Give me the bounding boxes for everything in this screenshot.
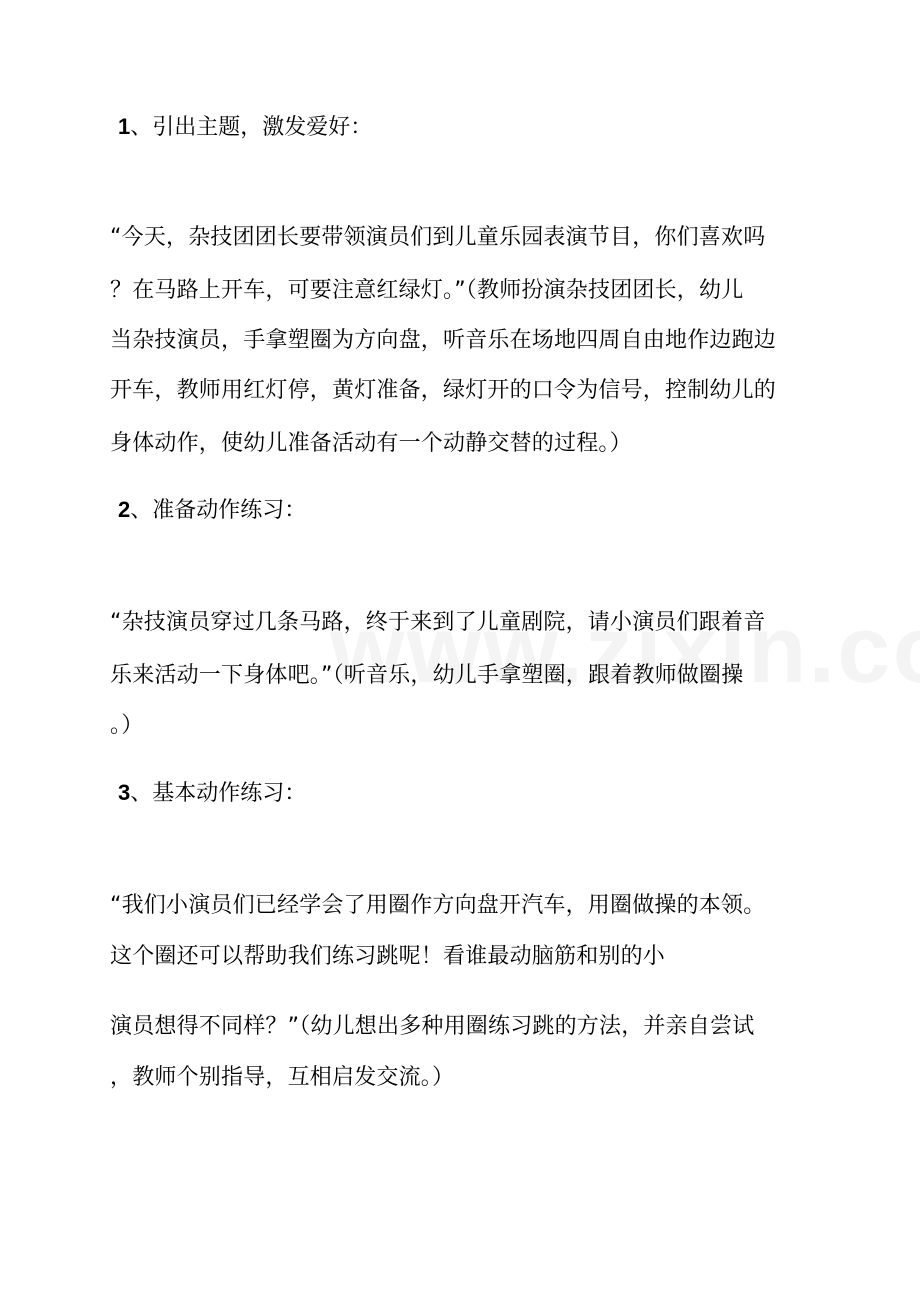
section-1-line-1: “今天，杂技团团长要带领演员们到儿童乐园表演节目，你们喜欢吗 (110, 225, 766, 250)
section-2-title: 、准备动作练习： (130, 498, 307, 523)
section-2-line-3: 。） (110, 713, 144, 738)
section-3-line-2: 这个圈还可以帮助我们练习跳呢！看谁最动脑筋和别的小 (110, 944, 666, 969)
section-1-line-4: 开车，教师用红灯停，黄灯准备，绿灯开的口令为信号，控制幼儿的 (110, 378, 777, 403)
section-1-line-3: 当杂技演员，手拿塑圈为方向盘，听音乐在场地四周自由地作边跑边 (110, 328, 777, 353)
section-1-number: 1 (118, 114, 131, 139)
section-3-number: 3 (118, 780, 131, 805)
section-1-title: 、引出主题，激发爱好： (130, 115, 373, 140)
section-2-line-1: “杂技演员穿过几条马路，终于来到了儿童剧院，请小演员们跟着音 (110, 610, 766, 635)
section-2-number: 2 (118, 497, 131, 522)
section-3-line-4: ，教师个别指导，互相启发交流。） (110, 1065, 455, 1090)
section-1-line-5: 身体动作，使幼儿准备活动有一个动静交替的过程。） (110, 431, 632, 456)
section-1-line-2: ？在马路上开车，可要注意红绿灯。”（教师扮演杂技团团长，幼儿 (110, 278, 744, 303)
section-3-line-3: 演员想得不同样？”（幼儿想出多种用圈练习跳的方法，并亲自尝试 (110, 1014, 755, 1039)
section-1-heading (118, 112, 372, 143)
section-3-heading (118, 778, 306, 809)
section-3-line-1: “我们小演员们已经学会了用圈作方向盘开汽车，用圈做操的本领。 (110, 893, 766, 918)
section-2-line-2: 乐来活动一下身体吧。”（听音乐，幼儿手拿塑圈，跟着教师做圈操 (110, 663, 744, 688)
section-3-title: 、基本动作练习： (130, 781, 307, 806)
section-2-heading (118, 495, 306, 526)
